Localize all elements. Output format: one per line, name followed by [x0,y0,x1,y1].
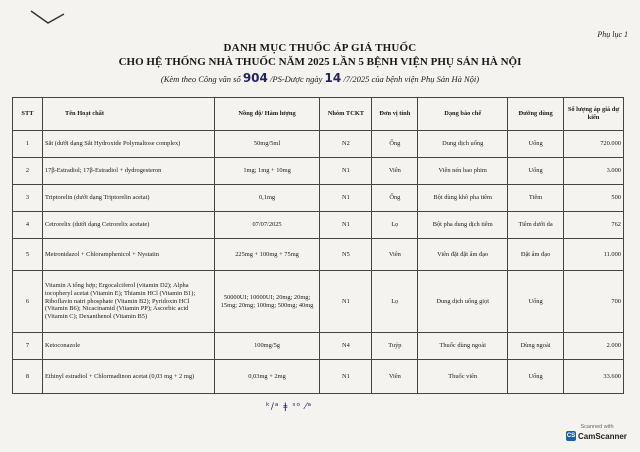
cell-unit: Viên [372,158,418,185]
cell-stt: 2 [13,158,43,185]
table-row [13,131,624,158]
subtitle-suffix: /7/2025 của bệnh viện Phụ Sản Hà Nội) [343,74,480,84]
cell-unit: Viên [372,239,418,271]
cell-stt: 6 [13,271,43,333]
table-row [13,360,624,394]
camscanner-watermark [566,424,628,446]
col-header-unit: Đơn vị tính [372,98,418,131]
col-header-form: Dạng bào chế [418,98,508,131]
subtitle-prefix: (Kèm theo Công văn số [160,74,241,84]
scanned-with-label: Scanned with [580,424,614,430]
cell-qty: 500 [564,185,624,212]
cell-stt: 3 [13,185,43,212]
cell-group: N1 [320,271,372,333]
table-row [13,212,624,239]
handwritten-day: 14 [324,71,342,85]
col-header-group: Nhóm TCKT [320,98,372,131]
cell-group: N4 [320,333,372,360]
cell-name: Sắt (dưới dạng Sắt Hydroxide Polymaltose complex) [42,131,214,158]
cell-qty: 33.600 [564,360,624,394]
cell-stt: 8 [13,360,43,394]
cell-unit: Ống [372,131,418,158]
cell-strength: 225mg + 100mg + 75mg [214,239,320,271]
cell-unit: Lọ [372,212,418,239]
cell-name: Ethinyl estradiol + Chlormadinon acetat (0,03 mg + 2 mg) [42,360,214,394]
cell-route: Uống [508,360,564,394]
document-title-line-2: CHO HỆ THỐNG NHÀ THUỐC NĂM 2025 LẦN 5 BỆNH VIỆN PHỤ SẢN HÀ NỘI [118,56,522,68]
cell-stt: 4 [13,212,43,239]
subtitle-middle: /PS-Dược ngày [270,74,323,84]
table-row [13,158,624,185]
cell-unit: Viên [372,360,418,394]
cell-qty: 11.000 [564,239,624,271]
table-row [13,271,624,333]
pen-scribble-mark [28,8,68,26]
cell-route: Tiêm [508,185,564,212]
cell-group: N2 [320,131,372,158]
camscanner-brand [566,431,628,441]
cell-qty: 700 [564,271,624,333]
col-header-name: Tên Hoạt chất [42,98,214,131]
cell-strength: 1mg; 1mg + 10mg [214,158,320,185]
camscanner-logo-icon: CS [566,433,576,439]
col-header-strength: Nồng độ/ Hàm lượng [214,98,320,131]
table-row [13,239,624,271]
cell-group: N1 [320,212,372,239]
cell-name: Triptorelin (dưới dạng Triptorelin acetat) [42,185,214,212]
cell-form: Viên đặt đặt âm đạo [418,239,508,271]
cell-qty: 762 [564,212,624,239]
document-title: DANH MỤC THUỐC ÁP GIÁ THUỐC [223,42,417,54]
handwritten-doc-number: 904 [242,71,268,85]
cell-route: Dùng ngoài [508,333,564,360]
cell-group: N1 [320,185,372,212]
cell-stt: 7 [13,333,43,360]
cell-group: N1 [320,360,372,394]
cell-stt: 1 [13,131,43,158]
drug-price-table [12,97,624,394]
cell-route: Uống [508,271,564,333]
cell-strength: 50000UI; 10000UI; 20mg; 20mg; 15mg; 20mg; 100mg; 500mg; 40mg [214,271,320,333]
col-header-qty: Số lượng áp giá dự kiến [564,98,624,131]
cell-qty: 720.000 [564,131,624,158]
handwritten-signature-mark: ᵏ/ᵃ ǂ ᵌᵒ ⁄ᵃ [266,402,313,412]
cell-route: Tiêm dưới da [508,212,564,239]
cell-strength: 50mg/5ml [214,131,320,158]
cell-form: Viên nén bao phim [418,158,508,185]
cell-unit: Ống [372,185,418,212]
cell-strength: 0,03mg + 2mg [214,360,320,394]
cell-route: Uống [508,158,564,185]
table-row [13,333,624,360]
col-header-route: Đường dùng [508,98,564,131]
table-header-row [13,98,624,131]
cell-name: Vitamin A tổng hợp; Ergocalciferol (vitamin D2); Alpha tocopheryl acetat (Vitamin E); Thiamin HCl (Vitamin B1); Riboflavin natri phosphate (Vitamin B2); Pyridoxin HCl (Vitamin B6); Nicacinamid (Vitamin PP); Ascorbic acid (Vitamin C); Dexanthenol (Vitamin B5) [42,271,214,333]
cell-group: N5 [320,239,372,271]
cell-strength: 07/07/2025 [214,212,320,239]
col-header-stt: STT [13,98,43,131]
cell-qty: 2.000 [564,333,624,360]
cell-name: Cetrorelix (dưới dạng Cetrorelix acetate) [42,212,214,239]
cell-stt: 5 [13,239,43,271]
cell-form: Dung dịch uống giọt [418,271,508,333]
cell-strength: 100mg/5g [214,333,320,360]
cell-form: Thuốc dùng ngoài [418,333,508,360]
table-row [13,185,624,212]
cell-qty: 3.000 [564,158,624,185]
cell-form: Bột dùng khô pha tiêm [418,185,508,212]
document-subtitle [0,71,640,85]
camscanner-brand-label: CamScanner [578,431,627,441]
cell-unit: Lọ [372,271,418,333]
cell-form: Thuốc viên [418,360,508,394]
cell-strength: 0,1mg [214,185,320,212]
cell-group: N1 [320,158,372,185]
cell-name: Metronidazol + Chloramphenicol + Nystatin [42,239,214,271]
appendix-label: Phụ lục 1 [597,30,628,39]
cell-name: Ketoconazole [42,333,214,360]
cell-route: Uống [508,131,564,158]
cell-form: Bột pha dung dịch tiêm [418,212,508,239]
cell-name: 17β-Estradiol; 17β-Estradiol + dydrogesteron [42,158,214,185]
cell-unit: Tuýp [372,333,418,360]
cell-form: Dung dịch uống [418,131,508,158]
cell-route: Đặt âm đạo [508,239,564,271]
